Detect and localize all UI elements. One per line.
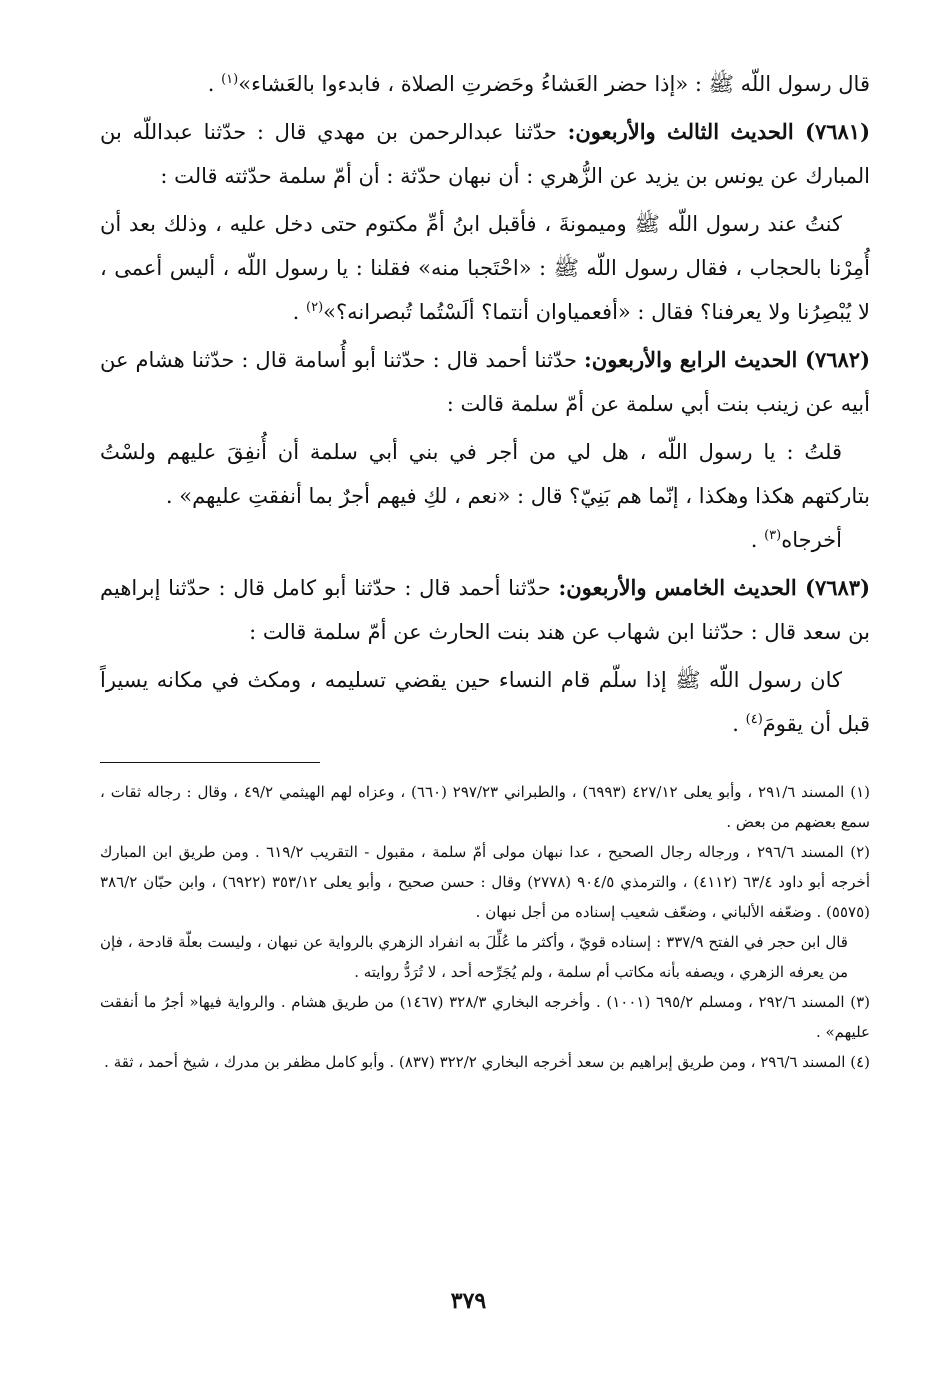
hadith-text-4 — [100, 518, 870, 562]
isnad-45: حدّثنا أحمد قال : حدّثنا أبو كامل قال : حدّثنا إبراهيم بن سعد قال : حدّثنا ابن شهاب عن هند بنت الحارث عن أمّ سلمة قالت : — [100, 576, 870, 644]
text-span: قال رسول اللّه ﷺ : «إذا حضر العَشاءُ وحَضرتِ الصلاة ، فابدءوا بالعَشاء» — [238, 72, 870, 96]
page-content — [100, 62, 870, 1077]
footnote-2: (٢) المسند ٢٩٦/٦ ، ورجاله رجال الصحيح ، عدا نبهان مولى أمّ سلمة ، مقبول - التقريب ٦١٩/٢ . ومن طريق ابن المبارك أخرجه أبو داود ٦٣/٤ (٤١١٢) ، والترمذي ٩٠٤/٥ (٢٧٧٨) وقال : حسن صحيح ، وأبو يعلى ٣٥٣/١٢ (٦٩٢٢) ، وابن حبّان ٣٨٦/٢ (٥٥٧٥) . وضعّفه الألباني ، وضعّف شعيب إسناده من أجل نبهان . — [100, 843, 871, 921]
text-span: أخرجاه — [781, 528, 842, 552]
footnote-3: (٣) المسند ٢٩٢/٦ ، ومسلم ٦٩٥/٢ (١٠٠١) . وأخرجه البخاري ٣٢٨/٣ (١٤٦٧) من طريق هشام . والرواية فيها« أجرُ ما أنفقت عليهم» . — [100, 993, 870, 1041]
hadith-heading-43: (٧٦٨١) الحديث الثالث والأربعون: — [567, 119, 871, 144]
punct: . — [732, 712, 746, 736]
footnote-4: (٤) المسند ٢٩٦/٦ ، ومن طريق إبراهيم بن سعد أخرجه البخاري ٣٢٢/٢ (٨٣٧) . وأبو كامل مظفر بن مدرك ، شيخ أحمد ، ثقة . — [104, 1053, 870, 1071]
hadith-text-5 — [100, 658, 870, 746]
page-number: ٣٧٩ — [450, 1288, 487, 1314]
footnote-1: (١) المسند ٢٩١/٦ ، وأبو يعلى ٤٢٧/١٢ (٦٩٩٣) ، والطبراني ٢٩٧/٢٣ (٦٦٠) ، وعزاه لهم الهيثمي ٤٩/٢ ، وقال : رجاله ثقات ، سمع بعضهم من بعض . — [100, 783, 870, 831]
hadith-45 — [100, 566, 870, 654]
punct: . — [292, 300, 306, 324]
footnote-ref-4[interactable]: (٤) — [745, 712, 763, 727]
text-span: كان رسول اللّه ﷺ إذا سلّم قام النساء حين يقضي تسليمه ، ومكث في مكانه يسيراً قبل أن يقومَ — [100, 668, 870, 736]
hadith-44 — [100, 338, 870, 426]
punct: . — [207, 72, 222, 96]
hadith-text-1 — [100, 62, 870, 106]
footnote-ref-1[interactable]: (١) — [221, 72, 239, 87]
isnad-43: حدّثنا عبدالرحمن بن مهدي قال : حدّثنا عبداللّه بن المبارك عن يونس بن يزيد عن الزُّهري : أن نبهان حدّثة : أن أمّ سلمة حدّثته قالت : — [100, 120, 870, 188]
footnote-divider — [100, 762, 320, 763]
text-span: كنتُ عند رسول اللّه ﷺ وميمونةَ ، فأقبل ابنُ أمِّ مكتوم حتى دخل عليه ، وذلك بعد أن أُمِرْنا بالحجاب ، فقال رسول اللّه ﷺ : «احْتَجبا منه» فقلنا : يا رسول اللّه ، أليس أعمى ، لا يُبْصِرُنا ولا يعرفنا؟ فقال : «أفعمياوان أنتما؟ ألَسْتُما تُبصرانه؟» — [100, 212, 870, 324]
hadith-text-2 — [100, 202, 870, 334]
hadith-text-3: قلتُ : يا رسول اللّه ، هل لي من أجر في بني أبي سلمة أن أُنفِقَ عليهم ولسْتُ بتاركتهم هكذا وهكذا ، إنّما هم بَنِيّ؟ قال : «نعم ، لكِ فيهم أجرٌ بما أنفقتِ عليهم» . — [100, 440, 870, 508]
hadith-43 — [100, 110, 870, 198]
punct: . — [750, 528, 765, 552]
footnote-2-continued: قال ابن حجر في الفتح ٣٣٧/٩ : إسناده قويّ ، وأكثر ما عُلِّلَ به انفراد الزهري بالرواية عن نبهان ، وليست بعلّة قادحة ، فإن من يعرفه الزهري ، ويصفه بأنه مكاتب أم سلمة ، ولم يُجَرِّحه أحد ، لا تُرَدُّ روايته . — [100, 933, 848, 981]
footnote-ref-2[interactable]: (٢) — [306, 300, 324, 315]
hadith-heading-45: (٧٦٨٣) الحديث الخامس والأربعون: — [558, 575, 870, 600]
main-text — [100, 62, 870, 746]
isnad-44: حدّثنا أحمد قال : حدّثنا أبو أُسامة قال : حدّثنا هشام عن أبيه عن زينب بنت أبي سلمة عن أمّ سلمة قالت : — [100, 348, 870, 416]
footnotes — [100, 777, 870, 1077]
hadith-heading-44: (٧٦٨٢) الحديث الرابع والأربعون: — [584, 347, 871, 372]
footnote-ref-3[interactable]: (٣) — [764, 528, 782, 543]
